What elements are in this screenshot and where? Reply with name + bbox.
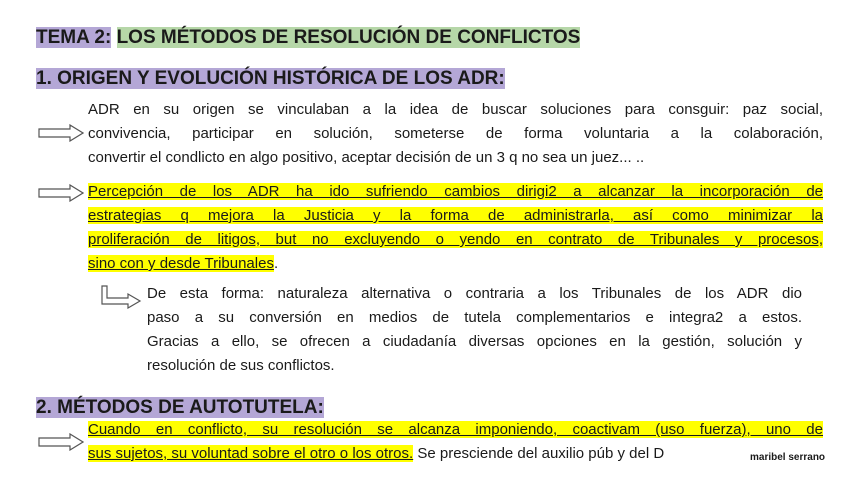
highlighted-text: Percepción de los ADR ha ido sufriendo cambios dirigi2 a alcanzar la incorporación de bbox=[88, 183, 823, 200]
section1-point1 bbox=[88, 98, 823, 170]
text-line: Gracias a ello, se ofrecen a ciudadanía diversas opciones en la gestión, solución y bbox=[147, 333, 802, 350]
section2-title: 2. MÉTODOS DE AUTOTUTELA: bbox=[36, 397, 324, 418]
right-arrow-icon bbox=[38, 184, 84, 202]
section1-heading bbox=[36, 67, 505, 91]
tema-label: TEMA 2: bbox=[36, 27, 112, 48]
section2-heading bbox=[36, 396, 324, 420]
text-line: ADR en su origen se vinculaban a la idea de buscar soluciones para consguir: paz social, bbox=[88, 101, 823, 118]
text-rest: Se presciende del auxilio púb y del D bbox=[413, 445, 665, 462]
text-line: paso a su conversión en medios de tutela complementarios e integra2 a estos. bbox=[147, 309, 802, 326]
section1-point2 bbox=[88, 180, 823, 276]
tema-title: LOS MÉTODOS DE RESOLUCIÓN DE CONFLICTOS bbox=[116, 27, 581, 48]
section1-subpoint bbox=[147, 282, 802, 378]
tema-heading bbox=[36, 26, 580, 50]
bent-arrow-icon bbox=[100, 285, 142, 309]
text-line: convertir el condlicto en algo positivo, aceptar decisión de un 3 q no sea un juez... .. bbox=[88, 149, 645, 166]
section2-point1 bbox=[88, 418, 826, 466]
highlighted-text: proliferación de litigos, but no excluyendo o yendo en contrato de Tribunales y procesos, bbox=[88, 231, 823, 248]
text-line: convivencia, participar en solución, someterse de forma voluntaria a la colaboración, bbox=[88, 125, 823, 142]
author-signature: maribel serrano bbox=[750, 452, 826, 463]
highlighted-text: estrategias q mejora la Justicia y la forma de administrarla, así como minimizar la bbox=[88, 207, 823, 224]
highlighted-text: Cuando en conflicto, su resolución se alcanza imponiendo, coactivam (uso fuerza), uno de bbox=[88, 421, 823, 438]
right-arrow-icon bbox=[38, 433, 84, 451]
text-line: De esta forma: naturaleza alternativa o contraria a los Tribunales de los ADR dio bbox=[147, 285, 802, 302]
text-line: resolución de sus conflictos. bbox=[147, 357, 335, 374]
right-arrow-icon bbox=[38, 124, 84, 142]
text-tail: . bbox=[273, 255, 279, 272]
highlighted-text: sus sujetos, su voluntad sobre el otro o los otros. bbox=[88, 445, 414, 462]
highlighted-text: sino con y desde Tribunales bbox=[88, 255, 274, 272]
section1-title: 1. ORIGEN Y EVOLUCIÓN HISTÓRICA DE LOS ADR: bbox=[36, 68, 505, 89]
